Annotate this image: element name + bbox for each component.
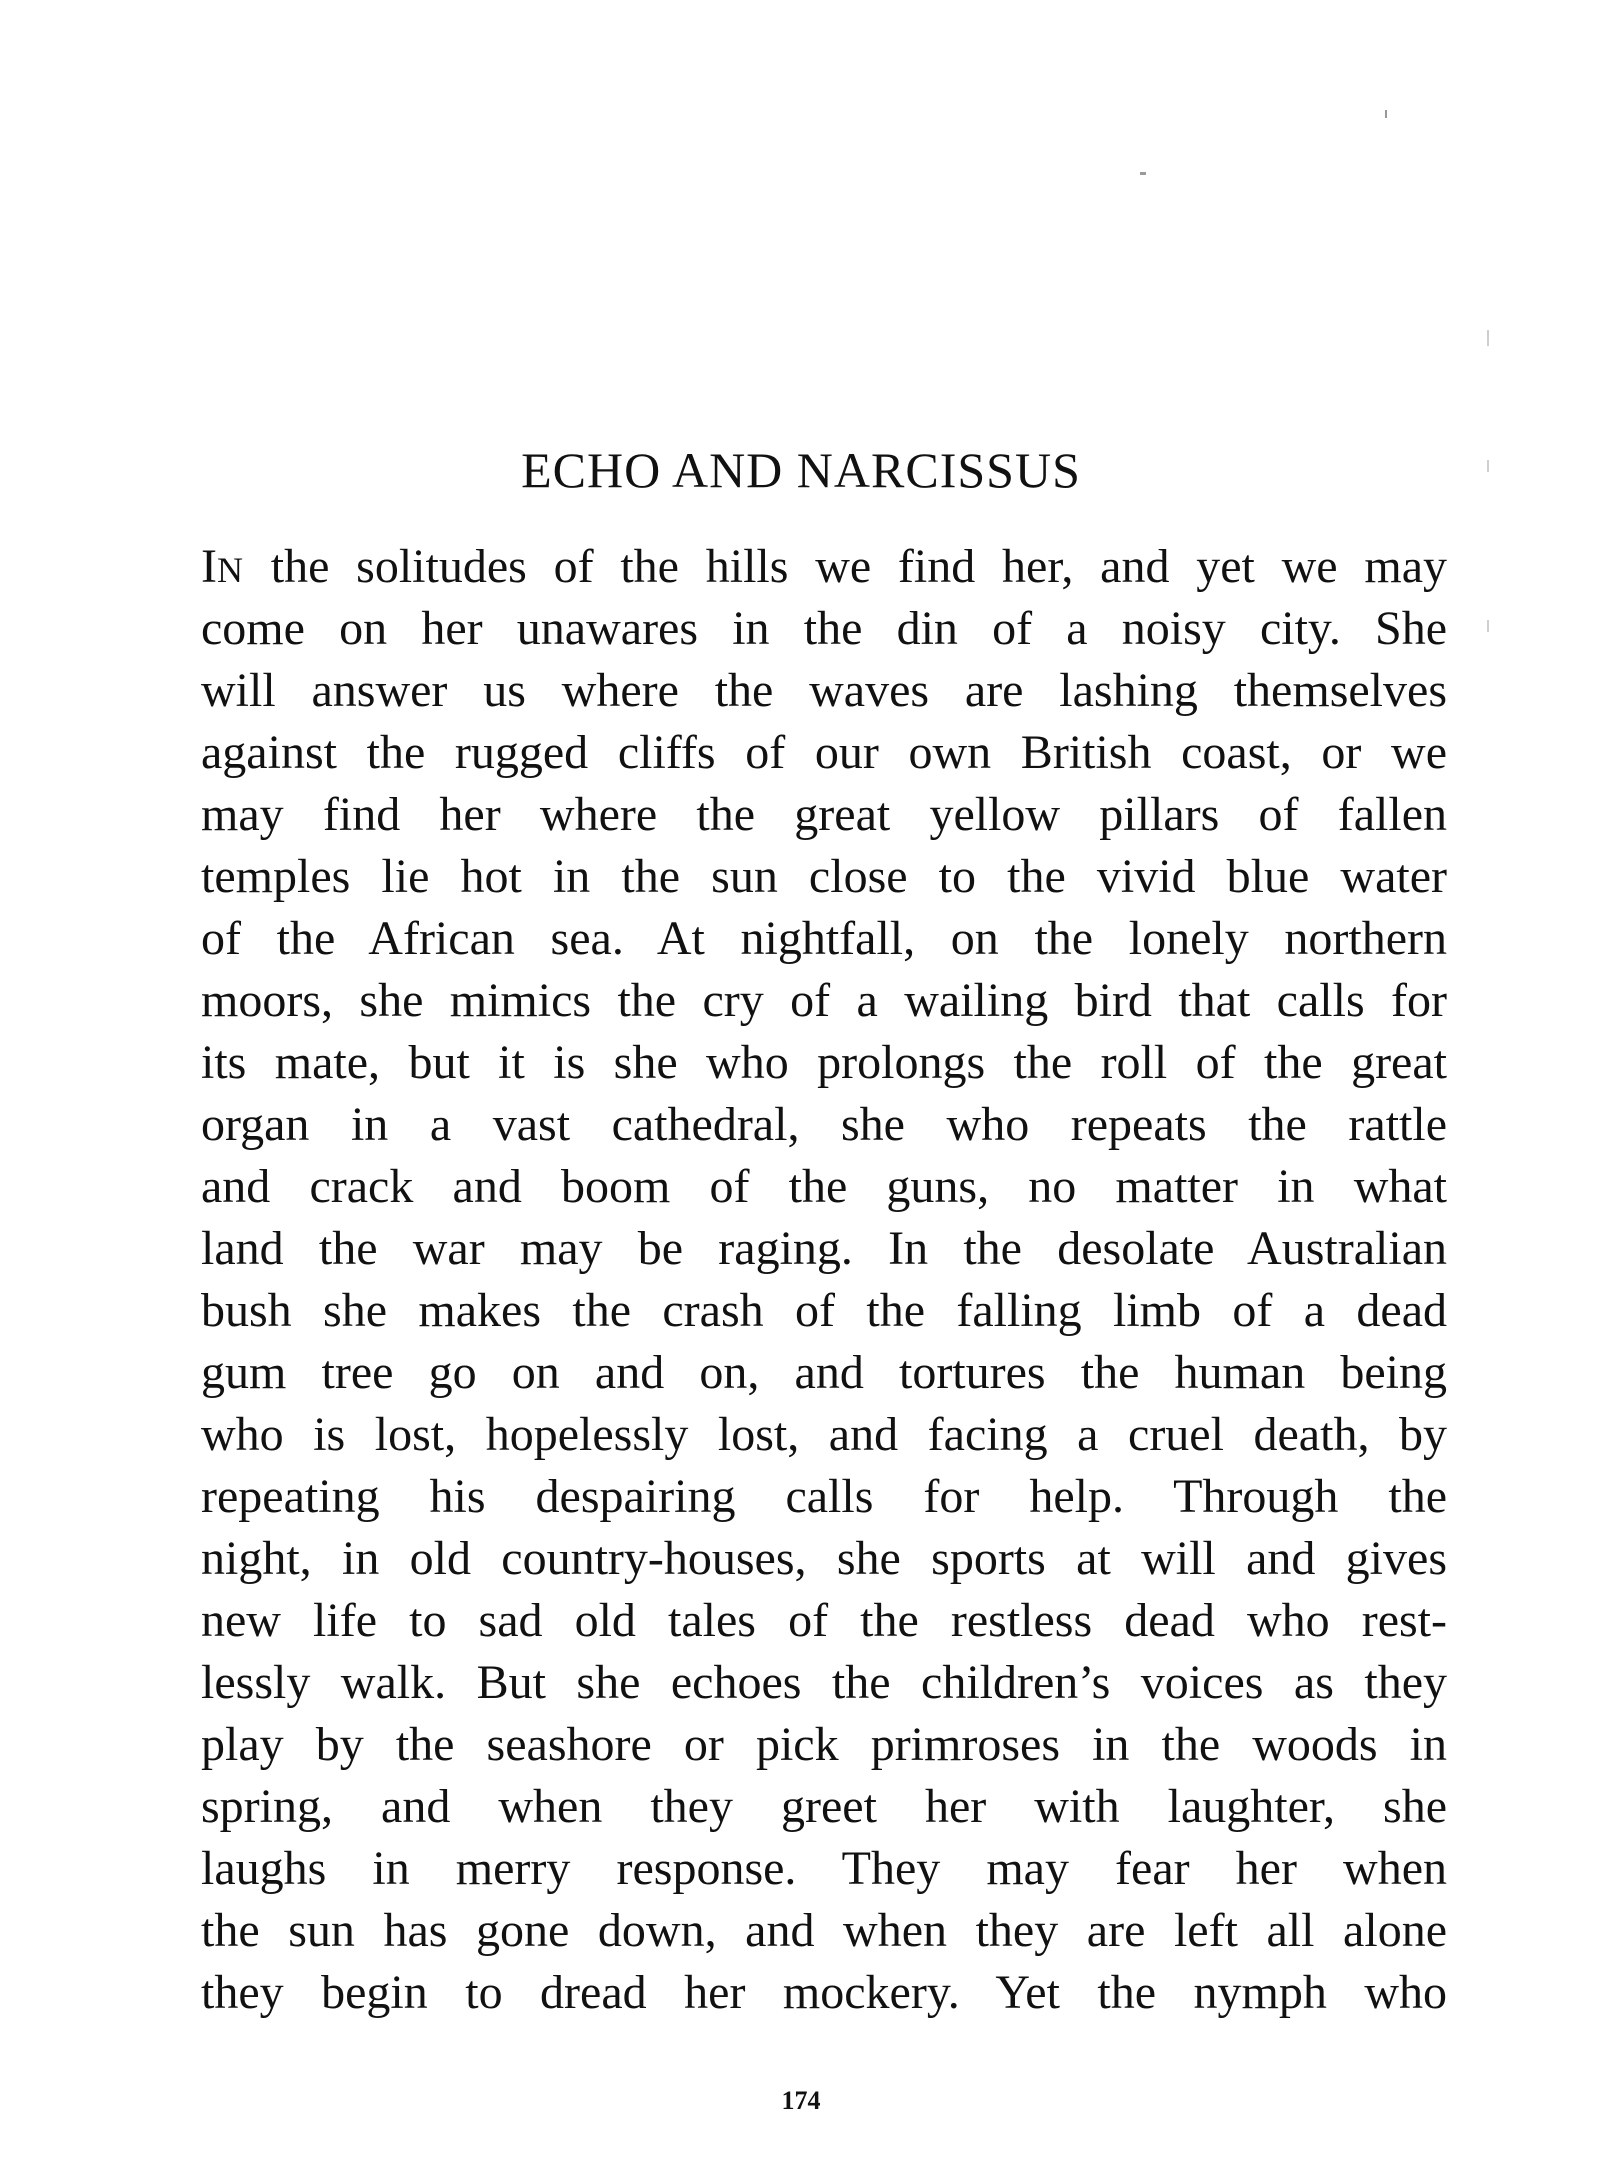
text-line: night, in old country-houses, she sports at will and gives (201, 1532, 1447, 1585)
text-line-content: the solitudes of the hills we find her, and yet we may (243, 540, 1447, 593)
text-line: against the rugged cliffs of our own British coast, or we (201, 726, 1447, 779)
text-line: will answer us where the waves are lashing themselves (201, 664, 1447, 717)
text-line: organ in a vast cathedral, she who repeats the rattle (201, 1098, 1447, 1151)
text-line: repeating his despairing calls for help. Through the (201, 1470, 1447, 1523)
text-line: may find her where the great yellow pillars of fallen (201, 788, 1447, 841)
scan-speck (1385, 110, 1387, 118)
chapter-title: ECHO AND NARCISSUS (521, 442, 1081, 498)
text-line: the sun has gone down, and when they are left all alone (201, 1904, 1447, 1957)
text-line: laughs in merry response. They may fear her when (201, 1842, 1447, 1895)
text-line: spring, and when they greet her with laughter, she (201, 1780, 1447, 1833)
text-line: who is lost, hopelessly lost, and facing a cruel death, by (201, 1408, 1447, 1461)
text-line: its mate, but it is she who prolongs the roll of the great (201, 1036, 1447, 1089)
text-line: new life to sad old tales of the restless dead who rest- (201, 1594, 1447, 1647)
text-line: land the war may be raging. In the desolate Australian (201, 1222, 1447, 1275)
initial-small-caps: N (216, 550, 244, 590)
text-line: gum tree go on and on, and tortures the human being (201, 1346, 1447, 1399)
scan-speck (1140, 172, 1146, 175)
text-line: come on her unawares in the din of a noisy city. She (201, 602, 1447, 655)
text-line: and crack and boom of the guns, no matter in what (201, 1160, 1447, 1213)
text-line: temples lie hot in the sun close to the vivid blue water (201, 850, 1447, 903)
text-line: of the African sea. At nightfall, on the lonely northern (201, 912, 1447, 965)
page-number: 174 (781, 2086, 821, 2115)
text-line: moors, she mimics the cry of a wailing bird that calls for (201, 974, 1447, 1027)
text-line: they begin to dread her mockery. Yet the nymph who (201, 1966, 1447, 2019)
text-line: lessly walk. But she echoes the children’s voices as they (201, 1656, 1447, 1709)
text-line (201, 536, 1447, 598)
text-line: bush she makes the crash of the falling limb of a dead (201, 1284, 1447, 1337)
body-paragraph (201, 536, 1447, 2024)
scan-speck (1487, 620, 1489, 632)
initial-letter: I (201, 540, 217, 593)
scan-speck (1487, 330, 1489, 346)
text-line: play by the seashore or pick primroses in the woods in (201, 1718, 1447, 1771)
